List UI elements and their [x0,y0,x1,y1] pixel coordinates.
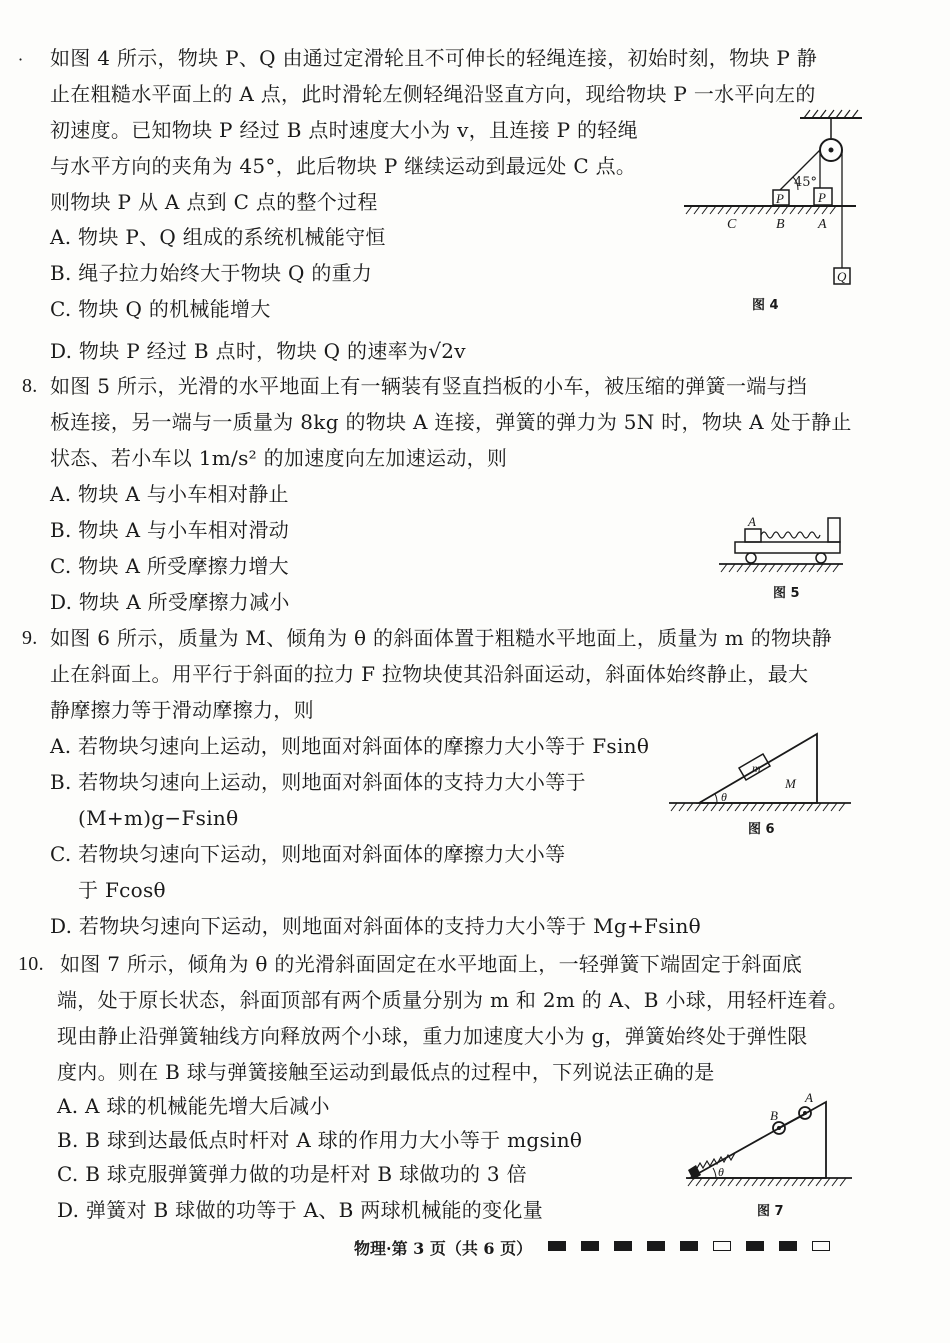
q9-option-c: C. 若物块匀速向下运动，则地面对斜面体的摩擦力大小等 [50,842,566,866]
fig4-p-at-b-label: P [776,191,784,206]
q10-line-4: 度内。则在 B 球与弹簧接触至运动到最低点的过程中，下列说法正确的是 [57,1060,715,1084]
footer-mark-filled [779,1241,797,1251]
footer-mark-filled [647,1241,665,1251]
fig4-c-label: C [727,217,737,232]
fig4-angle-label: 45° [794,175,818,190]
q8-option-a: A. 物块 A 与小车相对静止 [50,482,289,506]
figure-7-spring-incline-diagram [682,1088,857,1196]
q7-option-b: B. 绳子拉力始终大于物块 Q 的重力 [50,261,373,285]
q8-line-2: 板连接，另一端与一质量为 8kg 的物块 A 连接，弹簧的弹力为 5N 时，物块 A 处于静止 [50,410,852,434]
q10-line-1: 如图 7 所示，倾角为 θ 的光滑斜面固定在水平地面上，一轻弹簧下端固定于斜面底 [60,952,803,976]
fig7-theta-label: θ [718,1165,724,1179]
fig4-a-label: A [818,217,827,232]
q7-line-5: 则物块 P 从 A 点到 C 点的整个过程 [50,190,378,214]
q8-line-1: 如图 5 所示，光滑的水平地面上有一辆装有竖直挡板的小车，被压缩的弹簧一端与挡 [50,374,808,398]
q9-option-c-cont: 于 Fcosθ [78,878,166,902]
page-footer-label: 物理·第 3 页（共 6 页） [354,1239,533,1258]
q7-line-3: 初速度。已知物块 P 经过 B 点时速度大小为 v，且连接 P 的轻绳 [50,118,638,142]
question-7-mark: · [18,50,24,69]
figure-5-caption: 图 5 [773,586,800,601]
q10-line-2: 端，处于原长状态，斜面顶部有两个质量分别为 m 和 2m 的 A、B 小球，用轻杆连着。 [57,988,849,1012]
q9-option-a: A. 若物块匀速向上运动，则地面对斜面体的摩擦力大小等于 Fsinθ [50,734,650,758]
q10-option-b: B. B 球到达最低点时杆对 A 球的作用力大小等于 mgsinθ [57,1128,583,1152]
footer-mark-filled [746,1241,764,1251]
fig6-big-m-label: M [785,776,796,791]
fig5-a-label: A [748,514,756,529]
fig7-a-label: A [805,1090,813,1105]
fig4-p-at-a-label: P [818,190,826,205]
q9-option-b: B. 若物块匀速向上运动，则地面对斜面体的支持力大小等于 [50,770,586,794]
q7-option-a: A. 物块 P、Q 组成的系统机械能守恒 [50,225,386,249]
fig7-b-label: B [770,1108,778,1123]
q7-option-c: C. 物块 Q 的机械能增大 [50,297,271,321]
footer-mark-empty [812,1241,830,1251]
q7-line-1: 如图 4 所示，物块 P、Q 由通过定滑轮且不可伸长的轻绳连接，初始时刻，物块 P 静 [50,46,818,70]
q7-line-2: 止在粗糙水平面上的 A 点，此时滑轮左侧轻绳沿竖直方向，现给物块 P 一水平向左的 [50,82,816,106]
q9-option-b-cont: (M+m)g−Fsinθ [78,806,239,830]
figure-7-caption: 图 7 [757,1204,784,1219]
footer-mark-filled [581,1241,599,1251]
footer-mark-empty [713,1241,731,1251]
question-10-number: 10. [18,953,44,975]
q7-line-4: 与水平方向的夹角为 45°，此后物块 P 继续运动到最远处 C 点。 [50,154,637,178]
q9-line-2: 止在斜面上。用平行于斜面的拉力 F 拉物块使其沿斜面运动，斜面体始终静止，最大 [50,662,809,686]
question-8-number: 8. [22,375,38,397]
footer-mark-filled [548,1241,566,1251]
question-9-number: 9. [22,627,38,649]
fig4-b-label: B [776,217,785,232]
q10-line-3: 现由静止沿弹簧轴线方向释放两个小球，重力加速度大小为 g，弹簧始终处于弹性限 [57,1024,808,1048]
q9-option-d: D. 若物块匀速向下运动，则地面对斜面体的支持力大小等于 Mg+Fsinθ [50,914,701,938]
footer-mark-filled [614,1241,632,1251]
q8-option-d: D. 物块 A 所受摩擦力减小 [50,590,290,614]
figure-5-cart-diagram [715,512,850,580]
q8-option-b: B. 物块 A 与小车相对滑动 [50,518,290,542]
q8-option-c: C. 物块 A 所受摩擦力增大 [50,554,289,578]
q9-line-3: 静摩擦力等于滑动摩擦力，则 [50,698,314,722]
fig4-q-label: Q [837,269,847,284]
q9-line-1: 如图 6 所示，质量为 M、倾角为 θ 的斜面体置于粗糙水平地面上，质量为 m 的物块静 [50,626,832,650]
figure-6-incline-diagram [665,728,855,813]
figure-6-caption: 图 6 [748,822,775,837]
figure-4-caption: 图 4 [752,298,779,313]
q10-option-d: D. 弹簧对 B 球做的功等于 A、B 两球机械能的变化量 [57,1198,544,1222]
q10-option-c: C. B 球克服弹簧弹力做的功是杆对 B 球做功的 3 倍 [57,1162,527,1186]
q7-option-d: D. 物块 P 经过 B 点时，物块 Q 的速率为√2v [50,339,466,363]
footer-mark-filled [680,1241,698,1251]
fig6-m-label: m [752,761,761,775]
q10-option-a: A. A 球的机械能先增大后减小 [57,1094,330,1118]
fig6-theta-label: θ [721,790,727,804]
figure-4-pulley-diagram [680,108,870,318]
q8-line-3: 状态、若小车以 1m/s² 的加速度向左加速运动，则 [50,446,508,470]
